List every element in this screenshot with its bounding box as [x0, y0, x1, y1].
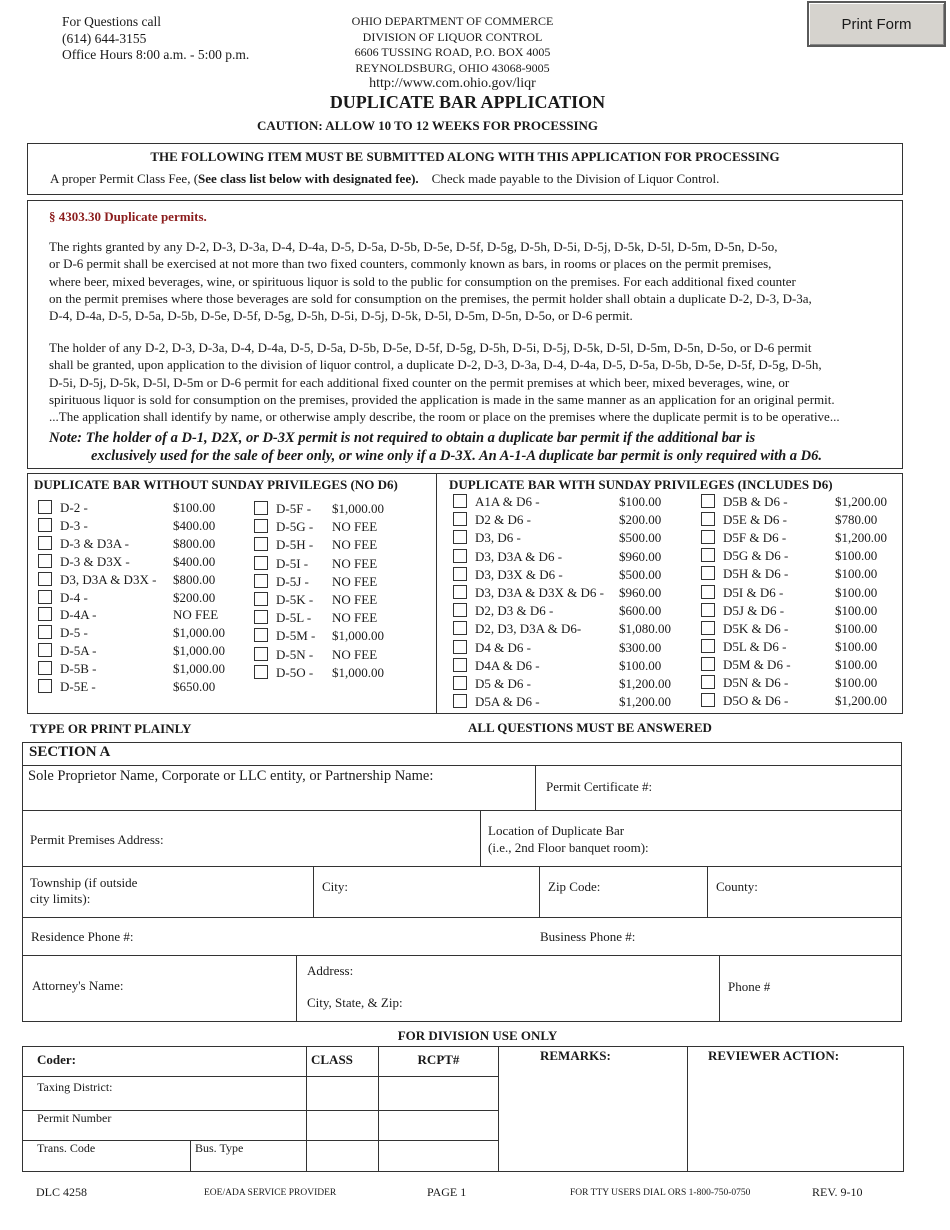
fee-amount: $100.00: [835, 638, 878, 654]
fee-option[interactable]: [38, 643, 243, 659]
fee-label: D-5H -: [276, 537, 314, 553]
location-label-line: Location of Duplicate Bar: [488, 823, 625, 838]
fee-option[interactable]: [453, 512, 689, 528]
fee-option[interactable]: [701, 603, 905, 619]
fee-label: D-3 -: [60, 517, 88, 533]
fee-option[interactable]: [701, 566, 905, 582]
agency-line: OHIO DEPARTMENT OF COMMERCE: [351, 14, 554, 28]
fee-option[interactable]: [38, 661, 243, 677]
fee-option[interactable]: [701, 657, 905, 673]
fee-option[interactable]: [453, 694, 689, 710]
fee-checkbox[interactable]: [453, 658, 467, 672]
rcpt-value-cell[interactable]: [378, 1076, 499, 1111]
fee-checkbox[interactable]: [254, 647, 268, 661]
fee-amount: NO FEE: [332, 592, 378, 607]
fee-checkbox[interactable]: [701, 603, 715, 617]
fee-checkbox[interactable]: [701, 693, 715, 707]
class-header: CLASS: [306, 1046, 379, 1077]
fee-amount: $100.00: [835, 584, 878, 600]
fee-label: A1A & D6 -: [475, 494, 540, 509]
fee-option[interactable]: [701, 621, 905, 637]
requirement-heading: THE FOLLOWING ITEM MUST BE SUBMITTED ALONG WITH THIS APPLICATION FOR PROCESSING: [150, 149, 780, 164]
fee-amount: $1,000.00: [332, 501, 384, 516]
fee-option[interactable]: [254, 501, 402, 517]
fee-amount: $1,000.00: [173, 643, 225, 659]
statute-line: D-5i, D-5j, D-5k, D-5l, D-5m or D-6 permit for each additional fixed counter on the permit premises at which beer, mixed beverages, wine, or: [49, 374, 790, 390]
fee-amount: $800.00: [173, 535, 216, 551]
requirement-text-bold: See class list below with designated fee).: [198, 171, 419, 186]
fee-amount: $300.00: [619, 639, 662, 655]
rcpt-header: RCPT#: [378, 1046, 499, 1077]
fee-option[interactable]: [38, 536, 243, 552]
fee-option[interactable]: [701, 494, 905, 510]
fee-checkbox[interactable]: [254, 592, 268, 606]
statute-line: spirituous liquor is sold for consumption on the premises, provided the application is made in the same manner as an application for an original permit.: [49, 391, 835, 407]
fee-checkbox[interactable]: [254, 665, 268, 679]
permit-certificate-label: Permit Certificate #:: [546, 779, 653, 794]
type-print-note: TYPE OR PRINT PLAINLY: [30, 721, 192, 736]
county-label: County:: [716, 879, 758, 894]
fee-amount: $100.00: [173, 500, 216, 515]
fee-checkbox[interactable]: [38, 518, 52, 532]
fee-amount: $1,200.00: [835, 530, 887, 546]
fee-checkbox[interactable]: [38, 554, 52, 568]
statute-paragraph-1: [49, 238, 894, 324]
fee-amount: $800.00: [173, 571, 216, 587]
fee-label: D5G & D6 -: [723, 548, 789, 564]
rcpt-value-cell[interactable]: [378, 1110, 499, 1141]
fee-amount: $100.00: [619, 494, 662, 509]
fee-option[interactable]: [254, 610, 402, 626]
fee-checkbox[interactable]: [701, 675, 715, 689]
fee-amount: NO FEE: [332, 519, 378, 535]
fee-amount: $650.00: [173, 679, 216, 694]
fee-option[interactable]: [38, 679, 243, 695]
fee-amount: $600.00: [619, 603, 662, 619]
bus-type-cell: Bus. Type: [190, 1140, 307, 1172]
attorney-name-label: Attorney's Name:: [32, 978, 124, 993]
fee-option[interactable]: [254, 628, 402, 644]
fee-label: D4 & D6 -: [475, 639, 531, 655]
division-use-title: FOR DIVISION USE ONLY: [397, 1028, 558, 1043]
requirement-box: [27, 143, 903, 195]
statute-line: shall be granted, upon application to the division of liquor control, a duplicate D-2, D-3, D-3a, D-4, D-4a, D-5, D-5a, D-5b, D-5e, D-5f, D-5g, D-5h,: [49, 357, 822, 373]
fee-checkbox[interactable]: [701, 621, 715, 635]
fee-amount: NO FEE: [332, 537, 378, 553]
fee-checkbox[interactable]: [701, 530, 715, 544]
fee-option[interactable]: [701, 693, 905, 709]
fee-label: D-5A -: [60, 643, 97, 659]
fee-checkbox[interactable]: [254, 519, 268, 533]
fee-amount: $960.00: [619, 585, 662, 600]
residence-phone-field[interactable]: Residence Phone #:: [31, 929, 134, 944]
fee-amount: $500.00: [619, 566, 662, 582]
city-label: City:: [322, 879, 349, 894]
fee-checkbox[interactable]: [701, 548, 715, 562]
fee-label: D-5F -: [276, 501, 312, 516]
contact-info: [62, 14, 249, 64]
fee-option[interactable]: [38, 625, 243, 641]
premises-address-label: Permit Premises Address:: [30, 832, 164, 847]
fee-label: D-5K -: [276, 592, 314, 607]
fee-option[interactable]: [254, 592, 402, 608]
fee-checkbox[interactable]: [453, 512, 467, 526]
fee-checkbox[interactable]: [38, 607, 52, 621]
fee-amount: $1,200.00: [619, 694, 671, 710]
tty-line: FOR TTY USERS DIAL ORS 1-800-750-0750: [570, 1188, 751, 1198]
fee-checkbox[interactable]: [254, 537, 268, 551]
sunday-heading: DUPLICATE BAR WITH SUNDAY PRIVILEGES (INCLUDES D6): [449, 477, 833, 492]
township-label-line: Township (if outside: [30, 875, 138, 890]
statute-line: ...The application shall identify by name, or otherwise amply describe, the room or place on the premises where the duplicate permit is to be operative...: [49, 409, 840, 425]
fee-schedule: [27, 473, 903, 714]
fee-checkbox[interactable]: [701, 657, 715, 671]
fee-checkbox[interactable]: [453, 640, 467, 654]
fee-label: D5J & D6 -: [723, 602, 785, 618]
fee-amount: $100.00: [835, 548, 878, 564]
fee-amount: $100.00: [835, 675, 878, 690]
city-state-zip-label: City, State, & Zip:: [307, 995, 403, 1010]
fee-label: D-3 & D3X -: [60, 553, 130, 569]
fee-option[interactable]: [453, 494, 689, 510]
class-value-cell[interactable]: [306, 1110, 379, 1141]
premises-address-field[interactable]: [22, 810, 481, 867]
fee-amount: NO FEE: [332, 573, 378, 589]
entity-name-label: Sole Proprietor Name, Corporate or LLC entity, or Partnership Name:: [28, 768, 434, 784]
fee-checkbox[interactable]: [38, 590, 52, 604]
statute-line: The rights granted by any D-2, D-3, D-3a, D-4, D-4a, D-5, D-5a, D-5b, D-5e, D-5f, D-5g, D-5h, D-5i, D-5j, D-5k, D-5l, D-5m, D-5n, D-5o,: [49, 239, 778, 254]
fee-option[interactable]: [254, 537, 402, 553]
location-label-line: (i.e., 2nd Floor banquet room):: [488, 840, 649, 855]
fee-amount: $960.00: [619, 548, 662, 564]
fee-option[interactable]: [453, 567, 689, 583]
fee-option[interactable]: [254, 519, 402, 535]
fee-checkbox[interactable]: [453, 676, 467, 690]
fee-label: D3, D3A & D3X & D6 -: [475, 585, 604, 600]
permit-certificate-field[interactable]: [535, 765, 902, 811]
fee-checkbox[interactable]: [38, 643, 52, 657]
fee-option[interactable]: [254, 647, 402, 663]
fee-checkbox[interactable]: [38, 625, 52, 639]
fee-option[interactable]: [701, 548, 905, 564]
note-line-2: exclusively used for the sale of beer only, or wine only if a D-3X. An A-1-A duplicate bar permit is only required with a D6.: [91, 448, 823, 464]
statute-line: D-4, D-4a, D-5, D-5a, D-5b, D-5e, D-5f, D-5g, D-5h, D-5i, D-5j, D-5k, D-5l, D-5m, D-5n, D-5o, or D-6 permit.: [49, 308, 633, 324]
fee-option[interactable]: [38, 572, 243, 588]
fee-label: D-5E -: [60, 679, 96, 694]
agency-line: 6606 TUSSING ROAD, P.O. BOX 4005: [354, 45, 551, 59]
fee-amount: NO FEE: [332, 646, 378, 662]
fee-checkbox[interactable]: [701, 639, 715, 653]
section-a-title: SECTION A: [22, 742, 902, 766]
fee-option[interactable]: [38, 518, 243, 534]
fee-checkbox[interactable]: [701, 566, 715, 580]
revision: REV. 9-10: [812, 1185, 863, 1199]
page-number: PAGE 1: [427, 1185, 467, 1199]
fee-label: D5K & D6 -: [723, 620, 789, 636]
statute-heading: § 4303.30 Duplicate permits.: [49, 209, 207, 224]
eoe-statement: EOE/ADA SERVICE PROVIDER: [204, 1188, 337, 1198]
attorney-name-field[interactable]: [22, 955, 297, 1022]
fee-amount: $500.00: [619, 530, 662, 546]
fee-amount: $200.00: [619, 512, 662, 528]
township-label-line: city limits):: [30, 891, 91, 906]
fee-checkbox[interactable]: [453, 567, 467, 581]
address-label: Address:: [307, 963, 354, 978]
entity-name-field[interactable]: [22, 765, 536, 811]
contact-line: Office Hours 8:00 a.m. - 5:00 p.m.: [62, 47, 250, 62]
fee-label: D-5I -: [276, 555, 309, 571]
fee-divider: [436, 474, 437, 713]
fee-option[interactable]: [701, 530, 905, 546]
zip-code-label: Zip Code:: [548, 879, 601, 894]
fee-amount: $100.00: [835, 602, 878, 618]
form-title: DUPLICATE BAR APPLICATION: [329, 92, 606, 112]
division-use-table: [22, 1046, 904, 1172]
statute-line: or D-6 permit shall be exercised at not more than two fixed counters, commonly known as bars, in rooms or places on the permit premises,: [49, 256, 772, 272]
taxing-district-cell: Taxing District:: [22, 1076, 307, 1111]
statute-note: [49, 429, 894, 465]
statute-paragraph-2: [49, 339, 894, 425]
business-phone-field[interactable]: Business Phone #:: [540, 929, 636, 944]
fee-label: D5B & D6 -: [723, 494, 788, 509]
agency-url: http://www.com.ohio.gov/liqr: [369, 76, 536, 91]
fee-label: D5H & D6 -: [723, 566, 789, 582]
reviewer-action-cell: REVIEWER ACTION:: [687, 1046, 904, 1172]
fee-checkbox[interactable]: [453, 494, 467, 508]
fee-amount: NO FEE: [332, 610, 378, 626]
fee-option[interactable]: [453, 530, 689, 546]
fee-label: D3, D3A & D6 -: [475, 548, 563, 564]
contact-line: (614) 644-3155: [62, 30, 147, 46]
fee-label: D5F & D6 -: [723, 530, 787, 546]
fee-option[interactable]: [453, 676, 689, 692]
statute-box: [27, 200, 903, 469]
fee-amount: $1,200.00: [835, 693, 887, 709]
fee-amount: $1,080.00: [619, 621, 671, 637]
fee-option[interactable]: [38, 607, 243, 623]
fee-option[interactable]: [254, 574, 402, 590]
trans-code-cell: Trans. Code: [22, 1140, 191, 1172]
fee-label: D5I & D6 -: [723, 584, 784, 600]
statute-line: where beer, mixed beverages, wine, or spirituous liquor is sold to the public for consumption on the premises. For each additional fixed counter: [49, 273, 796, 289]
fee-label: D5L & D6 -: [723, 638, 787, 654]
fee-checkbox[interactable]: [453, 621, 467, 635]
rcpt-value-cell[interactable]: [378, 1140, 499, 1172]
fee-option[interactable]: [453, 621, 689, 637]
fee-label: D4A & D6 -: [475, 657, 540, 673]
print-form-button[interactable]: Print Form: [807, 1, 946, 47]
attorney-address-field[interactable]: [296, 955, 720, 1022]
fee-option[interactable]: [254, 665, 402, 681]
fee-checkbox[interactable]: [254, 556, 268, 570]
fee-label: D3, D3A & D3X -: [60, 571, 157, 587]
fee-option[interactable]: [38, 590, 243, 606]
fee-amount: $1,000.00: [332, 664, 384, 680]
fee-amount: $100.00: [835, 566, 878, 582]
fee-label: D-4 -: [60, 589, 88, 605]
coder-cell: Coder:: [22, 1046, 307, 1077]
fee-label: D-2 -: [60, 500, 88, 515]
fee-option[interactable]: [38, 554, 243, 570]
fee-option[interactable]: [453, 640, 689, 656]
fee-checkbox[interactable]: [38, 572, 52, 586]
fee-checkbox[interactable]: [453, 530, 467, 544]
fee-checkbox[interactable]: [38, 661, 52, 675]
fee-label: D2, D3, D3A & D6-: [475, 621, 582, 637]
city-field[interactable]: [313, 866, 540, 918]
fee-checkbox[interactable]: [701, 494, 715, 508]
class-value-cell[interactable]: [306, 1076, 379, 1111]
all-questions-note: ALL QUESTIONS MUST BE ANSWERED: [468, 720, 712, 735]
fee-amount: $1,200.00: [619, 676, 671, 691]
requirement-text-a: A proper Permit Class Fee, (: [50, 171, 199, 186]
fee-checkbox[interactable]: [38, 536, 52, 550]
fee-amount: $400.00: [173, 517, 216, 533]
fee-option[interactable]: [453, 549, 689, 565]
fee-checkbox[interactable]: [38, 679, 52, 693]
fee-checkbox[interactable]: [254, 501, 268, 515]
fee-label: D2, D3 & D6 -: [475, 603, 554, 619]
phone-row: [22, 917, 902, 956]
fee-checkbox[interactable]: [453, 603, 467, 617]
fee-label: D-5J -: [276, 573, 309, 589]
fee-amount: $1,000.00: [173, 625, 225, 641]
fee-label: D5A & D6 -: [475, 694, 540, 710]
section-a: [22, 742, 902, 1022]
fee-checkbox[interactable]: [453, 549, 467, 563]
attorney-phone-label: Phone #: [728, 979, 771, 994]
statute-line: on the permit premises where those beverages are sold for consumption on the premises, the permit holder shall obtain a duplicate D-2, D-3, D-3a,: [49, 290, 812, 306]
fee-label: D-5 -: [60, 625, 88, 641]
fee-checkbox[interactable]: [38, 500, 52, 514]
agency-line: DIVISION OF LIQUOR CONTROL: [362, 29, 543, 44]
requirement-text-b: Check made payable to the Division of Liquor Control.: [418, 171, 720, 186]
fee-amount: $100.00: [835, 656, 878, 672]
agency-line: REYNOLDSBURG, OHIO 43068-9005: [355, 60, 550, 75]
fee-label: D5E & D6 -: [723, 512, 787, 528]
permit-number-cell: Permit Number: [22, 1110, 307, 1141]
fee-label: D3, D6 -: [475, 530, 521, 546]
fee-checkbox[interactable]: [254, 628, 268, 642]
contact-line: For Questions call: [62, 14, 161, 29]
fee-amount: $1,000.00: [173, 661, 225, 677]
fee-amount: NO FEE: [332, 555, 378, 571]
fee-checkbox[interactable]: [701, 512, 715, 526]
duplicate-location-field[interactable]: [480, 810, 902, 867]
fee-label: D3, D3X & D6 -: [475, 566, 563, 582]
fee-label: D5O & D6 -: [723, 693, 789, 709]
fee-label: D5M & D6 -: [723, 656, 791, 672]
fee-label: D2 & D6 -: [475, 512, 531, 528]
fee-option[interactable]: [453, 585, 689, 601]
fee-option[interactable]: [38, 500, 243, 516]
fee-label: D-3 & D3A -: [60, 535, 129, 551]
fee-label: D-5L -: [276, 610, 312, 626]
fee-amount: $780.00: [835, 512, 878, 528]
fee-option[interactable]: [701, 512, 905, 528]
fee-label: D-5N -: [276, 646, 314, 662]
fee-label: D-4A -: [60, 607, 97, 623]
fee-checkbox[interactable]: [701, 585, 715, 599]
fee-amount: $100.00: [619, 657, 662, 673]
fee-checkbox[interactable]: [453, 585, 467, 599]
fee-label: D-5M -: [276, 628, 316, 644]
fee-option[interactable]: [453, 603, 689, 619]
fee-option[interactable]: [453, 658, 689, 674]
fee-amount: $200.00: [173, 589, 216, 605]
fee-amount: NO FEE: [173, 607, 219, 623]
fee-label: D-5G -: [276, 519, 314, 535]
no-sunday-heading: DUPLICATE BAR WITHOUT SUNDAY PRIVILEGES (NO D6): [34, 477, 398, 492]
requirement-text: [50, 171, 719, 187]
fee-amount: $400.00: [173, 553, 216, 569]
fee-label: D-5B -: [60, 661, 97, 677]
fee-checkbox[interactable]: [254, 574, 268, 588]
fee-option[interactable]: [701, 639, 905, 655]
fee-amount: $1,200.00: [835, 494, 887, 509]
fee-option[interactable]: [701, 585, 905, 601]
class-value-cell[interactable]: [306, 1140, 379, 1172]
fee-label: D5 & D6 -: [475, 676, 531, 691]
note-line-1: Note: The holder of a D-1, D2X, or D-3X permit is not required to obtain a duplicate bar permit if the additional bar is: [49, 430, 756, 446]
fee-checkbox[interactable]: [254, 610, 268, 624]
fee-amount: $1,000.00: [332, 628, 384, 644]
agency-address: [300, 14, 605, 92]
fee-amount: $100.00: [835, 620, 878, 636]
attorney-phone-field[interactable]: [719, 955, 902, 1022]
statute-line: The holder of any D-2, D-3, D-3a, D-4, D-4a, D-5, D-5a, D-5b, D-5e, D-5f, D-5g, D-5h, D-5i, D-5j, D-5k, D-5l, D-5m, D-5n, D-5o, or D-6 permit: [49, 340, 812, 355]
fee-checkbox[interactable]: [453, 694, 467, 708]
township-field[interactable]: [22, 866, 314, 918]
processing-caution: CAUTION: ALLOW 10 TO 12 WEEKS FOR PROCESSING: [256, 118, 599, 133]
fee-label: D5N & D6 -: [723, 675, 789, 690]
fee-option[interactable]: [701, 675, 905, 691]
form-id: DLC 4258: [36, 1185, 87, 1199]
remarks-cell: REMARKS:: [498, 1046, 688, 1172]
county-field[interactable]: [707, 866, 902, 918]
fee-label: D-5O -: [276, 664, 314, 680]
fee-option[interactable]: [254, 556, 402, 572]
zip-code-field[interactable]: [539, 866, 708, 918]
